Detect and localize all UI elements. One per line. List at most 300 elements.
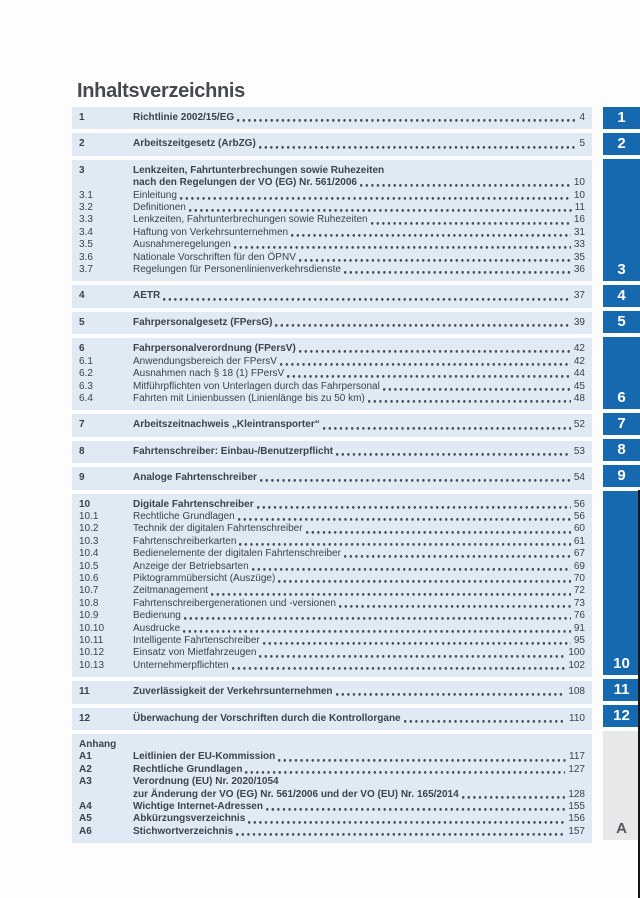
dot-leader (462, 789, 566, 801)
dot-leader (237, 112, 576, 124)
toc-row-line (133, 227, 585, 239)
toc-row-page: 91 (573, 622, 585, 634)
toc-row-number: 10.7 (79, 585, 99, 597)
toc-row-page: 73 (573, 597, 585, 609)
dot-leader (299, 343, 571, 355)
dot-leader (163, 290, 571, 302)
thumb-tab-6: 6 (603, 337, 640, 409)
dot-leader (252, 561, 571, 573)
toc-row-page: 54 (573, 472, 585, 484)
toc-row (79, 239, 585, 251)
toc-section-band (72, 133, 592, 155)
toc-row-lines (133, 368, 585, 380)
toc-row-page: 157 (568, 825, 585, 837)
dot-leader (234, 239, 571, 251)
toc-row-line (133, 165, 585, 177)
toc-row-number: 10.8 (79, 597, 99, 609)
toc-row-line (133, 393, 585, 405)
toc-row (79, 317, 585, 329)
toc-row (79, 585, 585, 597)
toc-row-lines (133, 343, 585, 355)
toc-row-number: 10.2 (79, 523, 99, 535)
toc-row-label: Zeitmanagement (133, 585, 209, 597)
thumb-tab-5: 5 (603, 311, 640, 333)
toc-row-number: 10.12 (79, 647, 105, 659)
dot-leader (404, 713, 566, 725)
toc-row (79, 776, 585, 801)
dot-leader (259, 647, 565, 659)
toc-row-number: 3.7 (79, 264, 93, 276)
toc-row-line (133, 585, 585, 597)
thumb-tab-7: 7 (603, 413, 640, 435)
toc-row-number: 3.3 (79, 214, 93, 226)
toc-row-label: Stichwortverzeichnis (133, 825, 234, 837)
toc-section-band (72, 312, 592, 334)
toc-row-number: 10.6 (79, 572, 99, 584)
toc-row-number: A4 (79, 801, 92, 813)
dot-leader (259, 138, 577, 150)
toc-row-lines (133, 190, 585, 202)
toc-row-number: 11 (79, 686, 90, 698)
toc-row-page: 42 (573, 355, 585, 367)
toc-row-lines (133, 635, 585, 647)
toc-row-number: A5 (79, 813, 92, 825)
toc-row-page: 5 (579, 138, 585, 150)
toc-row-page: 10 (573, 177, 585, 189)
thumb-tab-3: 3 (603, 159, 640, 281)
dot-leader (299, 252, 571, 264)
toc-row-number: A6 (79, 825, 92, 837)
toc-row-number: 1 (79, 112, 85, 123)
toc-row-page: 67 (573, 548, 585, 560)
toc-row-lines (133, 739, 585, 751)
toc-row (79, 686, 585, 698)
toc-row-line (133, 826, 585, 838)
toc-row-page: 44 (573, 368, 585, 380)
toc-row-number: 10.1 (79, 510, 99, 522)
toc-row-lines (133, 573, 585, 585)
toc-row-line (133, 239, 585, 251)
toc-row-line (133, 713, 585, 725)
toc-row-label: Piktogrammübersicht (Auszüge) (133, 572, 276, 584)
toc-row-page: 10 (573, 189, 585, 201)
toc-row-page: 35 (573, 251, 585, 263)
toc-row-number: 9 (79, 472, 85, 484)
toc-row-line (133, 290, 585, 302)
toc-row (79, 660, 585, 672)
toc-row-line (133, 751, 585, 763)
toc-row-line (133, 623, 585, 635)
toc-row-page: 60 (573, 523, 585, 535)
toc-row-label: Fahrtenschreiber: Einbau-/Benutzerpflicht (133, 445, 334, 457)
toc-row-line (133, 446, 585, 458)
toc-row-label: Fahrtenschreiberkarten (133, 535, 237, 547)
dot-leader (183, 623, 571, 635)
thumb-tab-1: 1 (603, 107, 640, 129)
toc-section-band (72, 708, 592, 730)
toc-row (79, 227, 585, 239)
toc-row-lines (133, 801, 585, 813)
dot-leader (280, 356, 571, 368)
toc-row-page: 16 (573, 214, 585, 226)
toc-row-lines (133, 202, 585, 214)
toc-row-page: 128 (568, 788, 585, 800)
toc-row-label: Fahrtenschreibergenerationen und -versionen (133, 597, 336, 609)
toc-row-line (133, 214, 585, 226)
dot-leader (287, 368, 571, 380)
toc-row-page: 52 (573, 419, 585, 431)
toc-row (79, 511, 585, 523)
toc-row-page: 45 (573, 380, 585, 392)
toc-row-label: zur Änderung der VO (EG) Nr. 561/2006 und der VO (EU) Nr. 165/2014 (133, 788, 459, 800)
toc-row-line (133, 368, 585, 380)
toc-row-line (133, 317, 585, 329)
toc-row-label: Abkürzungsverzeichnis (133, 813, 246, 825)
toc-row-lines (133, 165, 585, 190)
toc-row-line (133, 635, 585, 647)
toc-row-number: A1 (79, 751, 92, 763)
toc-row (79, 623, 585, 635)
toc-row-page: 48 (573, 392, 585, 404)
toc-row-line (133, 647, 585, 659)
toc-row (79, 548, 585, 560)
toc-row-lines (133, 472, 585, 484)
toc-row-number: 10.3 (79, 535, 99, 547)
toc-row-number: 6.2 (79, 368, 93, 380)
toc-row-label: Einleitung (133, 189, 177, 201)
toc-row-number: 3 (79, 164, 85, 176)
toc-row-label: Arbeitszeitgesetz (ArbZG) (133, 138, 256, 150)
toc-row-line (133, 561, 585, 573)
toc-row-label: Rechtliche Grundlagen (133, 763, 243, 775)
toc-row-label: Überwachung der Vorschriften durch die Kontrollorgane (133, 712, 401, 724)
dot-leader (211, 585, 571, 597)
toc-row-line (133, 499, 585, 511)
toc-row-label: Rechtliche Grundlagen (133, 510, 235, 522)
toc-row-label: Intelligente Fahrtenschreiber (133, 635, 260, 646)
toc-row-lines (133, 214, 585, 226)
toc-row-page: 156 (568, 813, 585, 825)
toc-row-line (133, 813, 585, 825)
toc-row-page: 56 (573, 510, 585, 522)
toc-row-page: 42 (573, 343, 585, 355)
toc-row (79, 393, 585, 405)
toc-row (79, 214, 585, 226)
dot-leader (323, 419, 571, 431)
toc-row-line (133, 138, 585, 150)
toc-row (79, 499, 585, 511)
toc-row-number: A3 (79, 776, 92, 788)
toc-row-number: 10.4 (79, 548, 99, 560)
toc-row-lines (133, 764, 585, 776)
toc-row-line (133, 252, 585, 264)
toc-section-band (72, 734, 592, 843)
toc-row-line (133, 202, 585, 214)
toc-row-lines (133, 239, 585, 251)
toc-row-line (133, 686, 585, 698)
toc-row-number: 3.6 (79, 251, 93, 263)
toc-row (79, 801, 585, 813)
toc-row-lines (133, 585, 585, 597)
toc-row-label: Richtlinie 2002/15/EG (133, 112, 235, 123)
toc-row-page: 39 (573, 316, 585, 328)
thumb-tab-12: 12 (603, 705, 640, 727)
dot-leader (236, 826, 565, 838)
toc-row (79, 739, 585, 751)
toc-row-lines (133, 623, 585, 635)
toc-row-lines (133, 511, 585, 523)
toc-row-label: Anzeige der Betriebsarten (133, 560, 249, 572)
toc-row (79, 165, 585, 190)
toc-row-label: Regelungen für Personenlinienverkehrsdienste (133, 264, 341, 276)
toc-row-page: 155 (568, 801, 585, 813)
toc-row-line (133, 381, 585, 393)
toc-row-number: 6.4 (79, 392, 93, 404)
toc-row (79, 598, 585, 610)
toc-row-lines (133, 826, 585, 838)
dot-leader (263, 635, 571, 647)
toc-row-line (133, 598, 585, 610)
thumb-tab-2: 2 (603, 133, 640, 155)
toc-row-line (133, 511, 585, 523)
thumb-tab-10: 10 (603, 491, 640, 675)
toc-row (79, 419, 585, 431)
toc-row-line (133, 523, 585, 535)
toc-row-label: Fahrpersonalverordnung (FPersV) (133, 343, 296, 355)
toc-row-label: Lenkzeiten, Fahrtunterbrechungen sowie Ruhezeiten (133, 164, 385, 176)
toc-row-label: Einsatz von Mietfahrzeugen (133, 647, 257, 659)
toc-row-label: Bedienung (133, 610, 181, 622)
toc-row-page: 76 (573, 610, 585, 622)
toc-row-label: Mitführpflichten von Unterlagen durch das Fahrpersonal (133, 380, 380, 392)
toc-row-page: 37 (573, 290, 585, 302)
toc-section-band (72, 467, 592, 489)
toc-row-number: 5 (79, 316, 85, 328)
toc-row-page: 117 (569, 751, 585, 763)
dot-leader (336, 446, 571, 458)
toc-row (79, 138, 585, 150)
toc-row-lines (133, 499, 585, 511)
toc-row-lines (133, 776, 585, 801)
toc-row-label: AETR (133, 290, 161, 302)
dot-leader (383, 381, 571, 393)
toc-row-label: Ausdrucke (133, 622, 181, 634)
toc-row-line (133, 764, 585, 776)
toc-row-lines (133, 252, 585, 264)
toc-row-lines (133, 751, 585, 763)
toc-row-lines (133, 356, 585, 368)
toc-row-page: 61 (573, 535, 585, 547)
dot-leader (260, 472, 571, 484)
toc-row-lines (133, 713, 585, 725)
toc-row-lines (133, 686, 585, 698)
toc-row (79, 523, 585, 535)
toc-row-lines (133, 660, 585, 672)
toc-section-band (72, 494, 592, 678)
dot-leader (257, 499, 571, 511)
toc-row-line (133, 548, 585, 560)
toc-row-page: 70 (573, 572, 585, 584)
toc-row-lines (133, 290, 585, 302)
toc-row (79, 536, 585, 548)
toc-row-line (133, 536, 585, 548)
toc-row-label: Fahrten mit Linienbussen (Linienlänge bis zu 50 km) (133, 392, 365, 404)
toc-row-label: Lenkzeiten, Fahrtunterbrechungen sowie Ruhezeiten (133, 214, 368, 226)
toc-section-band (72, 441, 592, 463)
toc-row (79, 356, 585, 368)
toc-row-label: Haftung von Verkehrsunternehmen (133, 226, 289, 238)
toc-sections (72, 107, 592, 847)
toc-row-number: 10.11 (79, 635, 104, 646)
toc-row-number: 6.3 (79, 380, 93, 392)
toc-row-page: 95 (573, 635, 585, 646)
dot-leader (360, 177, 571, 189)
toc-row-label: Unternehmerpflichten (133, 659, 229, 671)
toc-row-number: 3.5 (79, 239, 93, 251)
toc-row-number: 6.1 (79, 355, 93, 367)
toc-row-page: 100 (568, 647, 585, 659)
toc-row-number: 6 (79, 343, 85, 355)
dot-leader (232, 660, 566, 672)
toc-row-page: 11 (574, 202, 585, 214)
toc-row-number: 2 (79, 138, 85, 150)
toc-row-page: 53 (573, 445, 585, 457)
dot-leader (344, 264, 571, 276)
dot-leader (339, 598, 571, 610)
toc-row-line (133, 419, 585, 431)
thumb-tab-8: 8 (603, 439, 640, 461)
dot-leader (248, 813, 565, 825)
toc-row (79, 561, 585, 573)
toc-row-lines (133, 317, 585, 329)
toc-row-lines (133, 647, 585, 659)
toc-section-band (72, 338, 592, 410)
dot-leader (336, 686, 566, 698)
toc-row (79, 813, 585, 825)
toc-row-page: 36 (573, 264, 585, 276)
toc-row-number: 3.4 (79, 226, 93, 238)
toc-row-number: 3.1 (79, 189, 93, 201)
toc-row (79, 826, 585, 838)
thumb-tab-A: A (603, 731, 640, 840)
dot-leader (266, 801, 565, 813)
toc-section-band (72, 107, 592, 129)
toc-row-number: 10.9 (79, 610, 99, 622)
toc-row-page: 108 (568, 686, 585, 698)
toc-row-label: Digitale Fahrtenschreiber (133, 498, 254, 510)
toc-row-label: Analoge Fahrtenschreiber (133, 472, 257, 484)
dot-leader (344, 548, 571, 560)
toc-row-line (133, 472, 585, 484)
toc-row-number: 10.13 (79, 659, 105, 671)
toc-row (79, 446, 585, 458)
toc-row-label: Leitlinien der EU-Kommission (133, 751, 276, 763)
toc-row-label: Fahrpersonalgesetz (FPersG) (133, 316, 273, 328)
toc-row (79, 635, 585, 647)
toc-row-label: Definitionen (133, 202, 186, 214)
toc-row (79, 202, 585, 214)
dot-leader (184, 610, 571, 622)
toc-row-number: 7 (79, 419, 85, 431)
toc-row (79, 647, 585, 659)
toc-row-lines (133, 561, 585, 573)
toc-row-line (133, 660, 585, 672)
toc-row (79, 751, 585, 763)
toc-row (79, 764, 585, 776)
toc-row-label: Bedienelemente der digitalen Fahrtenschreiber (133, 548, 341, 560)
toc-row-page: 127 (568, 763, 585, 775)
toc-row-number: 3.2 (79, 202, 93, 214)
toc-row-number: 12 (79, 712, 91, 724)
thumb-tab-column (603, 107, 640, 844)
toc-row-label: Ausnahmeregelungen (133, 239, 231, 251)
toc-row-lines (133, 393, 585, 405)
dot-leader (306, 523, 571, 535)
toc-row (79, 252, 585, 264)
toc-row-number: 8 (79, 445, 85, 457)
toc-row-line (133, 190, 585, 202)
toc-row-label: Ausnahmen nach § 18 (1) FPersV (133, 368, 285, 380)
toc-row-line (133, 112, 585, 124)
toc-row-number: 10.5 (79, 560, 99, 572)
dot-leader (291, 227, 571, 239)
toc-row-lines (133, 610, 585, 622)
toc-row-number: 10.10 (79, 622, 105, 634)
toc-row-line (133, 264, 585, 276)
toc-section-band (72, 681, 592, 703)
toc-row-label: Technik der digitalen Fahrtenschreiber (133, 523, 303, 535)
toc-row (79, 190, 585, 202)
toc-row-lines (133, 446, 585, 458)
toc-row (79, 573, 585, 585)
toc-row-line (133, 343, 585, 355)
dot-leader (189, 202, 572, 214)
dot-leader (278, 573, 571, 585)
page-title: Inhaltsverzeichnis (77, 80, 245, 102)
dot-leader (180, 190, 571, 202)
toc-section-band (72, 160, 592, 282)
toc-row-page: 69 (573, 560, 585, 572)
toc-row (79, 472, 585, 484)
toc-row-page: 31 (573, 226, 585, 238)
toc-row-page: 72 (573, 585, 585, 597)
toc-row (79, 381, 585, 393)
toc-row-number: Anhang (79, 739, 117, 751)
toc-row-line (133, 356, 585, 368)
toc-row-lines (133, 264, 585, 276)
toc-row-line (133, 573, 585, 585)
toc-row (79, 368, 585, 380)
toc-row-line (133, 789, 585, 801)
toc-row-page: 33 (573, 239, 585, 251)
toc-row-label: Verordnung (EU) Nr. 2020/1054 (133, 776, 279, 788)
toc-row-label: Nationale Vorschriften für den ÖPNV (133, 251, 296, 263)
thumb-tab-11: 11 (603, 679, 640, 701)
toc-row-lines (133, 381, 585, 393)
toc-row-lines (133, 419, 585, 431)
dot-leader (275, 317, 570, 329)
toc-row-lines (133, 548, 585, 560)
dot-leader (371, 214, 571, 226)
toc-row-lines (133, 138, 585, 150)
dot-leader (278, 751, 566, 763)
toc-row-line (133, 801, 585, 813)
toc-row-page: 110 (569, 712, 585, 724)
toc-row (79, 264, 585, 276)
toc-row-label: nach den Regelungen der VO (EG) Nr. 561/2006 (133, 177, 357, 189)
toc-row (79, 112, 585, 124)
thumb-tab-4: 4 (603, 285, 640, 307)
